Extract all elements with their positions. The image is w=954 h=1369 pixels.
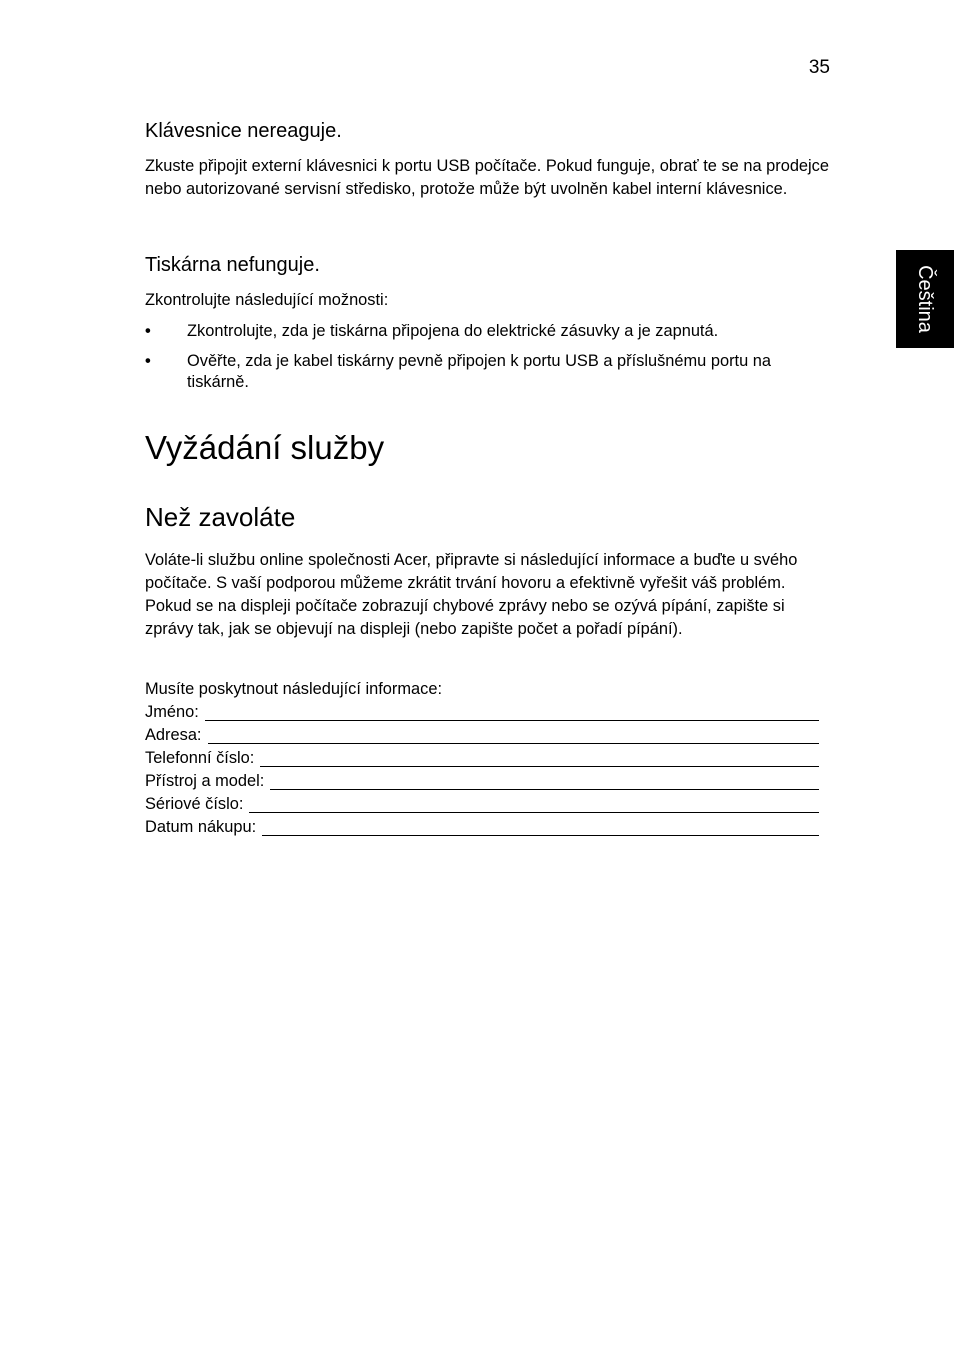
form-blank-line	[249, 794, 819, 813]
printer-heading: Tiskárna nefunguje.	[145, 254, 320, 276]
form-field-phone	[145, 747, 819, 770]
form-label: Sériové číslo:	[145, 795, 244, 813]
form-label: Přístroj a model:	[145, 772, 265, 790]
form-field-serial	[145, 793, 819, 816]
bullet-icon: •	[145, 322, 151, 340]
form-blank-line	[208, 725, 820, 744]
form-label: Adresa:	[145, 726, 202, 744]
section-subtitle: Než zavoláte	[145, 502, 296, 532]
keyboard-heading: Klávesnice nereaguje.	[145, 120, 342, 142]
form-intro: Musíte poskytnout následující informace:	[145, 680, 443, 698]
keyboard-paragraph: Zkuste připojit externí klávesnici k portu USB počítače. Pokud funguje, obrať te se na prodejce nebo autorizované servisní středisko, protože může být uvolněn kabel interní klávesnice.	[145, 157, 829, 198]
form-blank-line	[260, 748, 819, 767]
bullet-text: Ověřte, zda je kabel tiskárny pevně připojen k portu USB a příslušnému portu na tiskárně.	[187, 352, 771, 391]
form-field-model	[145, 770, 819, 793]
form-field-purchase-date	[145, 816, 819, 839]
form-label: Telefonní číslo:	[145, 749, 255, 767]
printer-intro: Zkontrolujte následující možnosti:	[145, 291, 389, 309]
language-tab	[896, 250, 954, 348]
form-field-address	[145, 724, 819, 747]
language-tab-label: Čeština	[914, 265, 936, 333]
form-label: Jméno:	[145, 703, 199, 721]
form-blank-line	[262, 817, 819, 836]
form-label: Datum nákupu:	[145, 818, 257, 836]
form-field-name	[145, 701, 819, 724]
form-blank-line	[270, 771, 819, 790]
section-title: Vyžádání služby	[145, 429, 385, 466]
service-paragraph: Voláte-li službu online společnosti Acer, připravte si následující informace a buďte u svého počítače. S vaší podporou můžeme zkrátit trvání hovoru a efektivně vyřešit váš problém. Pokud se na displeji počítače zobrazují chybové zprávy nebo se ozývá pípání, zapište si zprávy tak, jak se objevují na displeji (nebo zapište počet a pořadí pípání).	[145, 551, 798, 638]
page-number: 35	[808, 57, 830, 78]
bullet-text: Zkontrolujte, zda je tiskárna připojena do elektrické zásuvky a je zapnutá.	[187, 322, 719, 340]
form-blank-line	[205, 702, 819, 721]
bullet-icon: •	[145, 352, 151, 370]
